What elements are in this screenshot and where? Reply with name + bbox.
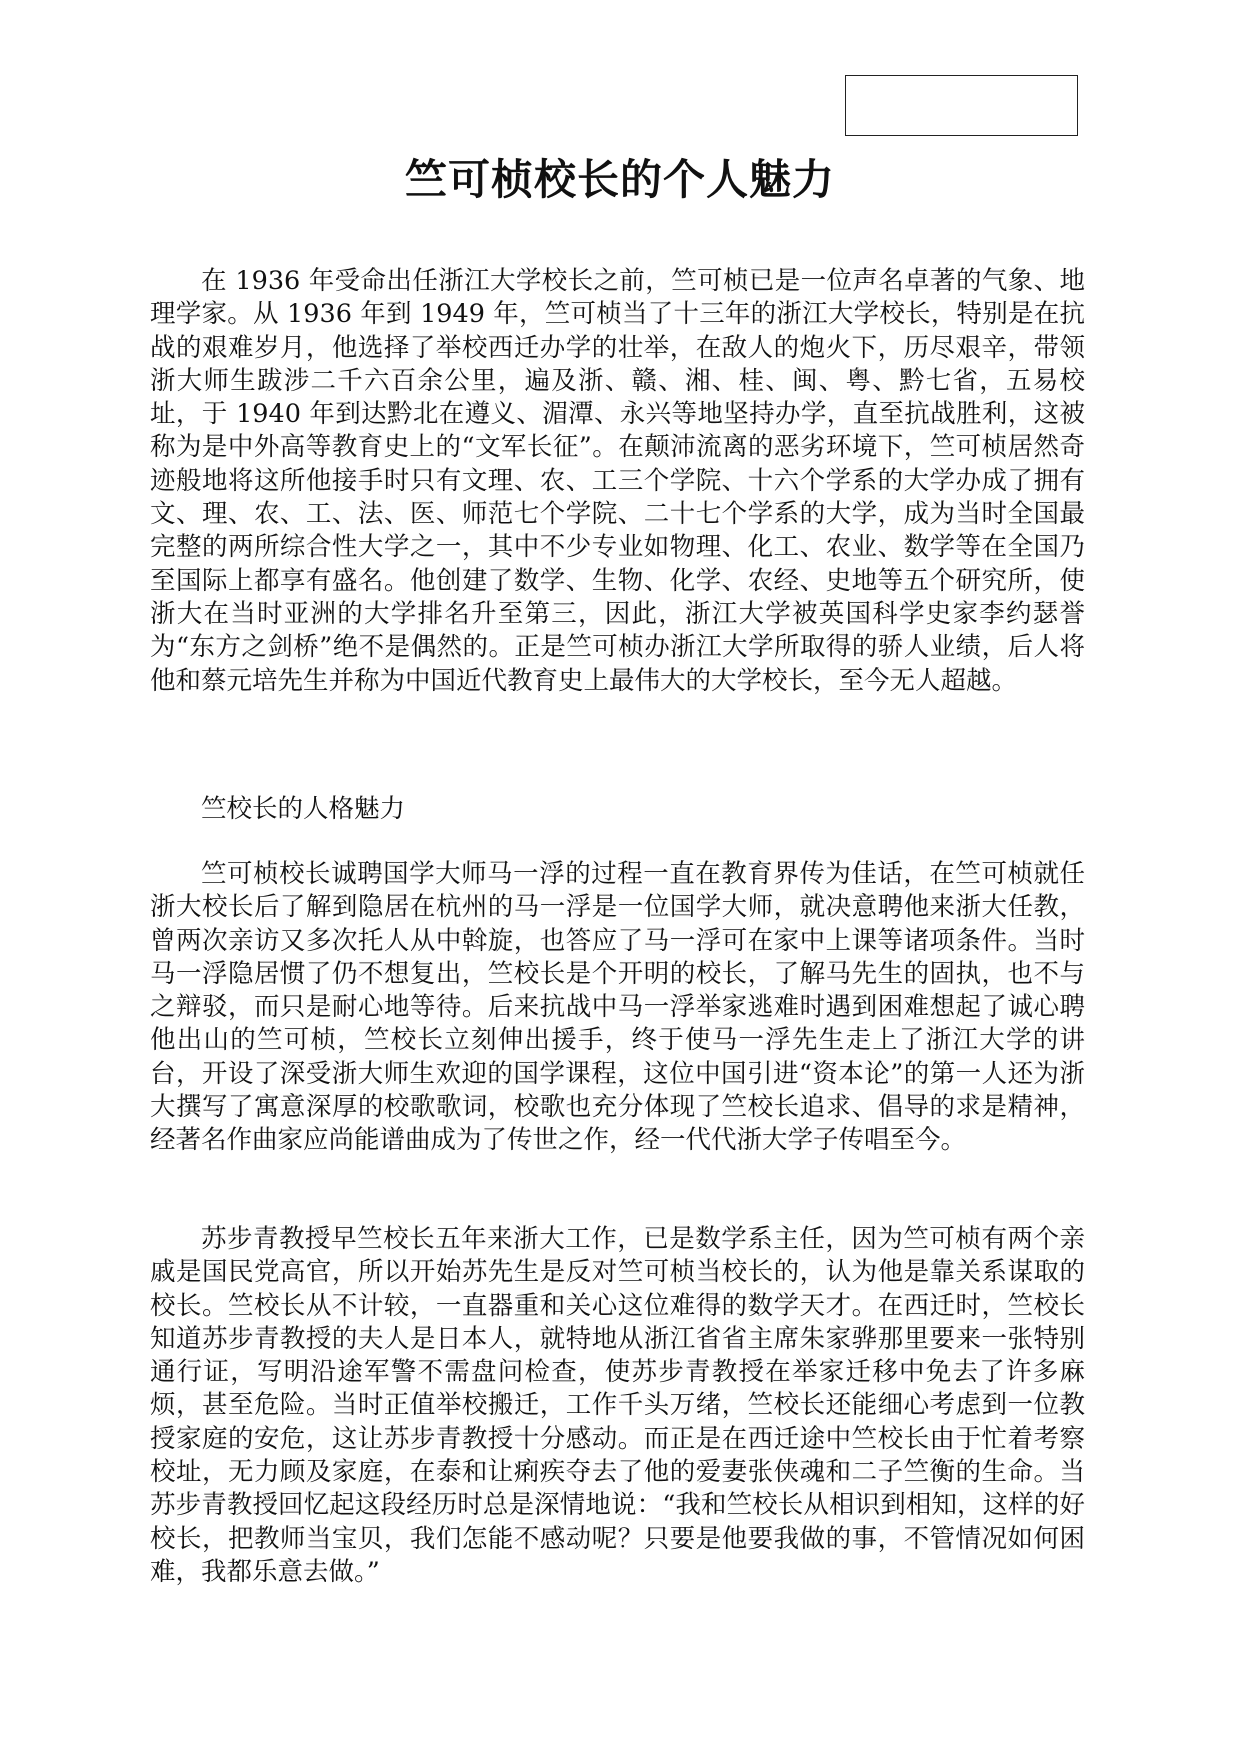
paragraph-su-buqing: 苏步青教授早竺校长五年来浙大工作，已是数学系主任，因为竺可桢有两个亲戚是国民党高官，所以开始苏先生是反对竺可桢当校长的，认为他是靠关系谋取的校长。竺校长从不计较，一直器重和关心这位难得的数学天才。在西迁时，竺校长知道苏步青教授的夫人是日本人，就特地从浙江省省主席朱家骅那里要来一张特别通行证，写明沿途军警不需盘问检查，使苏步青教授在举家迁移中免去了许多麻烦，甚至危险。当时正值举校搬迁，工作千头万绪，竺校长还能细心考虑到一位教授家庭的安危，这让苏步青教授十分感动。而正是在西迁途中竺校长由于忙着考察校址，无力顾及家庭，在泰和让痢疾夺去了他的爱妻张侠魂和二子竺衡的生命。当苏步青教授回忆起这段经历时总是深情地说：“我和竺校长从相识到相知，这样的好校长，把教师当宝贝，我们怎能不感动呢？只要是他要我做的事，不管情况如何困难，我都乐意去做。” [150, 1224, 1085, 1587]
paragraph-history: 在 1936 年受命出任浙江大学校长之前，竺可桢已是一位声名卓著的气象、地理学家。从 1936 年到 1949 年，竺可桢当了十三年的浙江大学校长，特别是在抗战的艰难岁月，他选择了举校西迁办学的壮举，在敌人的炮火下，历尽艰辛，带领浙大师生跋涉二千六百余公里，遍及浙、赣、湘、桂、闽、粤、黔七省，五易校址，于 1940 年到达黔北在遵义、湄潭、永兴等地坚持办学，直至抗战胜利，这被称为是中外高等教育史上的“文军长征”。在颠沛流离的恶劣环境下，竺可桢居然奇迹般地将这所他接手时只有文理、农、工三个学院、十六个学系的大学办成了拥有文、理、农、工、法、医、师范七个学院、二十七个学系的大学，成为当时全国最完整的两所综合性大学之一，其中不少专业如物理、化工、农业、数学等在全国乃至国际上都享有盛名。他创建了数学、生物、化学、农经、史地等五个研究所，使浙大在当时亚洲的大学排名升至第三，因此，浙江大学被英国科学史家李约瑟誉为“东方之剑桥”绝不是偶然的。正是竺可桢办浙江大学所取得的骄人业绩，后人将他和蔡元培先生并称为中国近代教育史上最伟大的大学校长，至今无人超越。 [150, 266, 1085, 696]
section-heading-personality: 竺校长的人格魅力 [201, 794, 406, 824]
blank-corner-box [845, 75, 1078, 136]
paragraph-ma-yifu: 竺可桢校长诚聘国学大师马一浮的过程一直在教育界传为佳话，在竺可桢就任浙大校长后了解到隐居在杭州的马一浮是一位国学大师，就决意聘他来浙大任教，曾两次亲访又多次托人从中斡旋，也答应了马一浮可在家中上课等诸项条件。当时马一浮隐居惯了仍不想复出，竺校长是个开明的校长，了解马先生的固执，也不与之辩驳，而只是耐心地等待。后来抗战中马一浮举家逃难时遇到困难想起了诚心聘他出山的竺可桢，竺校长立刻伸出援手，终于使马一浮先生走上了浙江大学的讲台，开设了深受浙大师生欢迎的国学课程，这位中国引进“资本论”的第一人还为浙大撰写了寓意深厚的校歌歌词，校歌也充分体现了竺校长追求、倡导的求是精神，经著名作曲家应尚能谱曲成为了传世之作，经一代代浙大学子传唱至今。 [150, 859, 1085, 1156]
document-title: 竺可桢校长的个人魅力 [404, 155, 835, 204]
